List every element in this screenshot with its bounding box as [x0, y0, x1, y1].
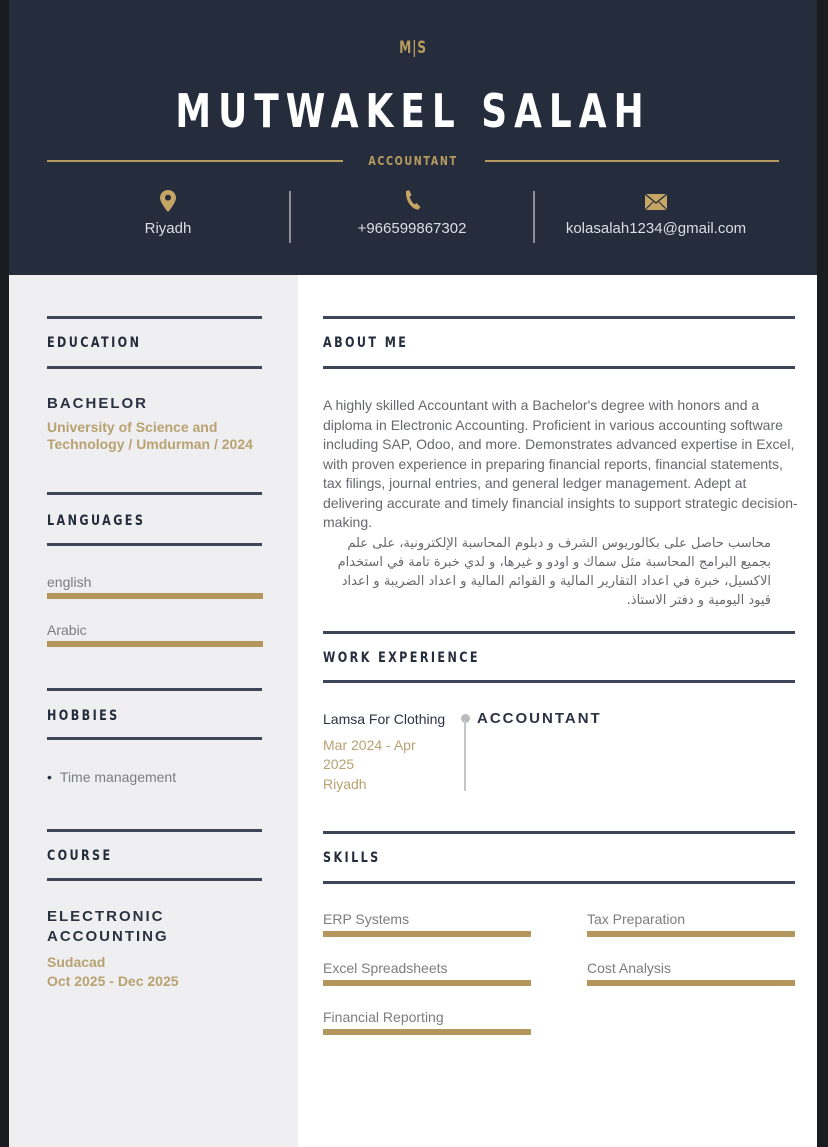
email-text[interactable]: kolasalah1234@gmail.com [565, 220, 747, 237]
section-rule [323, 631, 795, 634]
languages-heading: LANGUAGES [47, 513, 146, 529]
section-rule [323, 881, 795, 884]
section-rule [323, 680, 795, 683]
skill-name: Tax Preparation [587, 911, 686, 927]
course-name-line-2: ACCOUNTING [47, 928, 169, 945]
skill-level-bar [323, 931, 531, 937]
section-rule [47, 737, 262, 740]
skill-name: Financial Reporting [323, 1009, 444, 1025]
section-rule [323, 366, 795, 369]
contact-location [46, 190, 290, 237]
section-rule [47, 543, 262, 546]
job-company: Lamsa For Clothing [323, 711, 446, 727]
section-rule [47, 316, 262, 319]
resume-page [9, 0, 817, 1147]
section-rule [47, 492, 262, 495]
about-text-arabic: محاسب حاصل على بكالوريوس الشرف و دبلوم المحاسبة الإلكترونية، على علم بجميع البرامج المحاسبة مثل سماك و اودو و غيرها، و لدي خبرة تامة في استخدام الاكسيل، خبرة في اعداد التقارير المالية و القوائم المالية و اعداد الضريبة و اعداد قيود اليومية و دفتر الاستاذ. [337, 536, 771, 608]
section-rule [323, 316, 795, 319]
envelope-icon [534, 190, 778, 216]
school-line-1: University of Science and [47, 419, 218, 435]
language-level-bar [47, 593, 263, 599]
job-dates-line-2: 2025 [323, 756, 355, 772]
education-heading: EDUCATION [47, 335, 142, 351]
degree: BACHELOR [47, 395, 148, 412]
work-experience-heading: WORK EXPERIENCE [323, 650, 480, 666]
about-heading: ABOUT ME [323, 335, 409, 351]
course-heading: COURSE [47, 848, 113, 864]
school-line-2: Technology / Umdurman / 2024 [47, 436, 253, 452]
skill-level-bar [587, 931, 795, 937]
map-pin-icon [46, 190, 290, 216]
section-rule [47, 878, 262, 881]
job-dates-line-1: Mar 2024 - Apr [323, 737, 416, 753]
hobbies-heading: HOBBIES [47, 708, 120, 724]
language-level-bar [47, 641, 263, 647]
section-rule [47, 688, 262, 691]
course-provider: Sudacad [47, 954, 106, 970]
hobby-item [47, 769, 176, 785]
course-name-line-1: ELECTRONIC [47, 908, 165, 925]
language-name: Arabic [47, 622, 87, 638]
course-dates: Oct 2025 - Dec 2025 [47, 973, 179, 989]
sidebar [9, 275, 298, 1147]
skill-name: ERP Systems [323, 911, 410, 927]
contact-email [534, 190, 778, 237]
section-rule [47, 366, 262, 369]
full-name: MUTWAKEL SALAH [175, 84, 651, 138]
skill-level-bar [323, 980, 531, 986]
hobby-text: Time management [59, 769, 177, 785]
timeline-line [464, 720, 466, 791]
header [9, 0, 817, 275]
skill-name: Cost Analysis [587, 960, 672, 976]
section-rule [323, 831, 795, 834]
job-location: Riyadh [323, 776, 367, 792]
language-name: english [47, 574, 92, 590]
skill-level-bar [323, 1029, 531, 1035]
skill-level-bar [587, 980, 795, 986]
bullet-icon: • [47, 769, 52, 785]
phone-icon [290, 190, 534, 216]
location-text: Riyadh [144, 220, 192, 237]
contact-phone [290, 190, 534, 237]
phone-text[interactable]: +966599867302 [357, 220, 467, 237]
section-rule [47, 829, 262, 832]
skill-name: Excel Spreadsheets [323, 960, 448, 976]
job-position: ACCOUNTANT [477, 710, 602, 727]
about-text-english: A highly skilled Accountant with a Bachelor's degree with honors and a diploma in Electronic Accounting. Proficient in various accounting software including SAP, Odoo, and more. Demonstrates advanced expertise in Excel, with proven experience in preparing financial reports, financial statements, tax filings, journal entries, and general ledger management. Adept at delivering accurate and timely financial insights to support strategic decision-making. [323, 397, 798, 530]
skills-heading: SKILLS [323, 850, 381, 866]
job-title: ACCOUNTANT [368, 154, 458, 168]
monogram: M|S [399, 38, 427, 58]
